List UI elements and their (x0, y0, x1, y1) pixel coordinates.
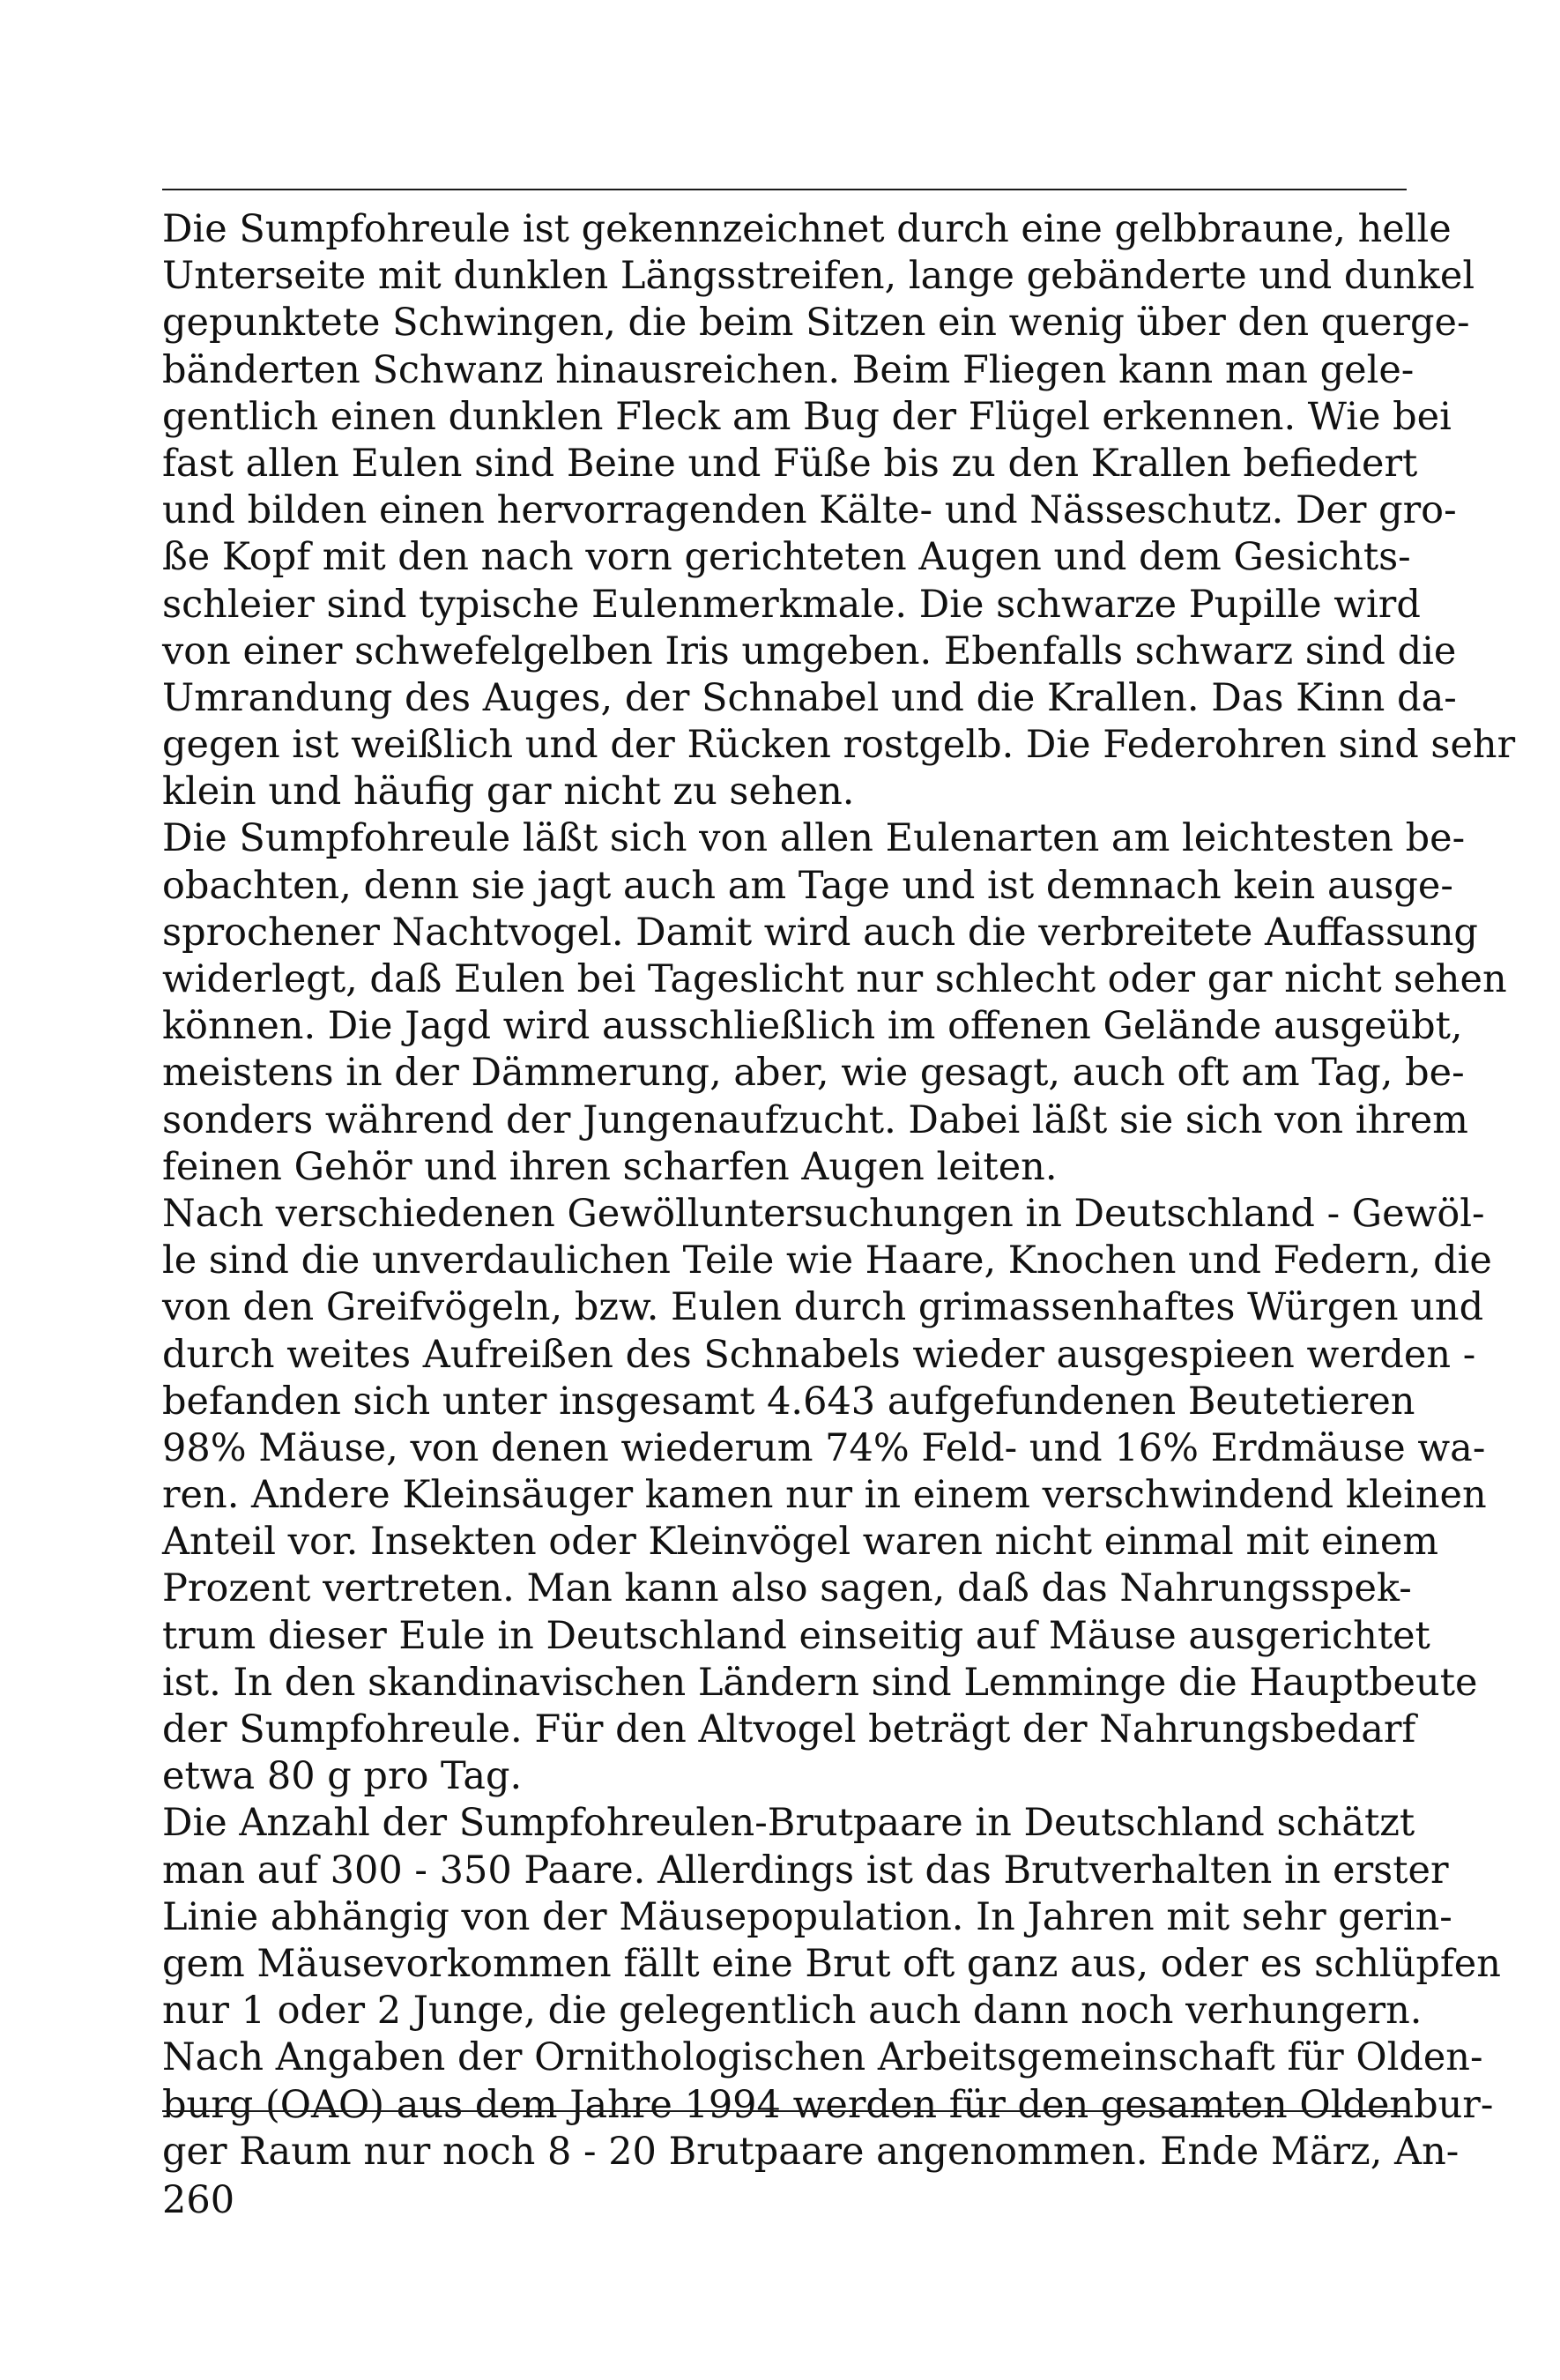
text-line: gepunktete Schwingen, die beim Sitzen ein wenig über den querge- (162, 301, 1470, 346)
text-line: der Sumpfohreule. Für den Altvogel beträgt der Nahrungsbedarf (162, 1707, 1416, 1752)
text-line: 98% Mäuse, von denen wiederum 74% Feld- und 16% Erdmäuse wa- (162, 1425, 1486, 1470)
top-rule (162, 189, 1407, 190)
text-line: ße Kopf mit den nach vorn gerichteten Augen und dem Gesichts- (162, 535, 1411, 580)
text-line: gegen ist weißlich und der Rücken rostgelb. Die Federohren sind sehr (162, 723, 1516, 768)
text-line: Linie abhängig von der Mäusepopulation. In Jahren mit sehr gerin- (162, 1894, 1452, 1939)
paragraph-end-line: klein und häufig gar nicht zu sehen. (162, 770, 855, 814)
text-line: gem Mäusevorkommen fällt eine Brut oft ganz aus, oder es schlüpfen (162, 1941, 1501, 1986)
page-number: 260 (162, 2178, 235, 2222)
paragraph-end-line: feinen Gehör und ihren scharfen Augen leiten. (162, 1144, 1058, 1189)
text-line: nur 1 oder 2 Junge, die gelegentlich auch dann noch verhungern. (162, 1989, 1423, 2034)
text-line: burg (OAO) aus dem Jahre 1994 werden für den gesamten Oldenbur- (162, 2082, 1494, 2127)
text-line: und bilden einen hervorragenden Kälte- und Nässeschutz. Der gro- (162, 488, 1457, 533)
text-line: können. Die Jagd wird ausschließlich im offenen Gelände ausgeübt, (162, 1004, 1463, 1049)
text-line: Die Anzahl der Sumpfohreulen-Brutpaare in Deutschland schätzt (162, 1801, 1415, 1846)
text-line: ist. In den skandinavischen Ländern sind Lemminge die Hauptbeute (162, 1660, 1478, 1705)
text-line: schleier sind typische Eulenmerkmale. Die schwarze Pupille wird (162, 582, 1421, 627)
text-line: man auf 300 - 350 Paare. Allerdings ist das Brutverhalten in erster (162, 1848, 1449, 1893)
bottom-rule (162, 2110, 1407, 2112)
text-line: bänderten Schwanz hinausreichen. Beim Fliegen kann man gele- (162, 347, 1415, 392)
text-line: ren. Andere Kleinsäuger kamen nur in einem verschwindend kleinen (162, 1473, 1487, 1518)
text-line: Die Sumpfohreule ist gekennzeichnet durch eine gelbbraune, helle (162, 207, 1452, 251)
body-text (162, 206, 1516, 2175)
text-line: gentlich einen dunklen Fleck am Bug der Flügel erkennen. Wie bei (162, 394, 1452, 439)
text-line: von den Greifvögeln, bzw. Eulen durch grimassenhaftes Würgen und (162, 1285, 1484, 1330)
text-line: fast allen Eulen sind Beine und Füße bis zu den Krallen befiedert (162, 441, 1418, 486)
text-line: Umrandung des Auges, der Schnabel und die Krallen. Das Kinn da- (162, 675, 1457, 720)
paragraph-end-line: etwa 80 g pro Tag. (162, 1754, 523, 1799)
text-line: Anteil vor. Insekten oder Kleinvögel waren nicht einmal mit einem (162, 1520, 1439, 1565)
text-line: befanden sich unter insgesamt 4.643 aufgefundenen Beutetieren (162, 1379, 1415, 1424)
text-line: widerlegt, daß Eulen bei Tageslicht nur schlecht oder gar nicht sehen (162, 957, 1507, 1001)
text-line: Die Sumpfohreule läßt sich von allen Eulenarten am leichtesten be- (162, 816, 1466, 861)
text-line: Unterseite mit dunklen Längsstreifen, lange gebänderte und dunkel (162, 254, 1475, 299)
text-line: sprochener Nachtvogel. Damit wird auch die verbreitete Auffassung (162, 910, 1478, 955)
text-line: sonders während der Jungenaufzucht. Dabei läßt sie sich von ihrem (162, 1097, 1468, 1142)
text-line: ger Raum nur noch 8 - 20 Brutpaare angenommen. Ende März, An- (162, 2129, 1460, 2174)
text-line: Prozent vertreten. Man kann also sagen, daß das Nahrungsspek- (162, 1566, 1412, 1611)
text-line: von einer schwefelgelben Iris umgeben. Ebenfalls schwarz sind die (162, 628, 1457, 673)
text-line: durch weites Aufreißen des Schnabels wieder ausgespieen werden - (162, 1332, 1476, 1377)
text-line: le sind die unverdaulichen Teile wie Haare, Knochen und Federn, die (162, 1238, 1492, 1283)
text-line: Nach Angaben der Ornithologischen Arbeitsgemeinschaft für Olden- (162, 2035, 1483, 2080)
text-line: meistens in der Dämmerung, aber, wie gesagt, auch oft am Tag, be- (162, 1051, 1465, 1096)
text-line: Nach verschiedenen Gewölluntersuchungen in Deutschland - Gewöl- (162, 1191, 1485, 1236)
text-line: obachten, denn sie jagt auch am Tage und ist demnach kein ausge- (162, 863, 1453, 908)
text-line: trum dieser Eule in Deutschland einseitig auf Mäuse ausgerichtet (162, 1613, 1430, 1658)
